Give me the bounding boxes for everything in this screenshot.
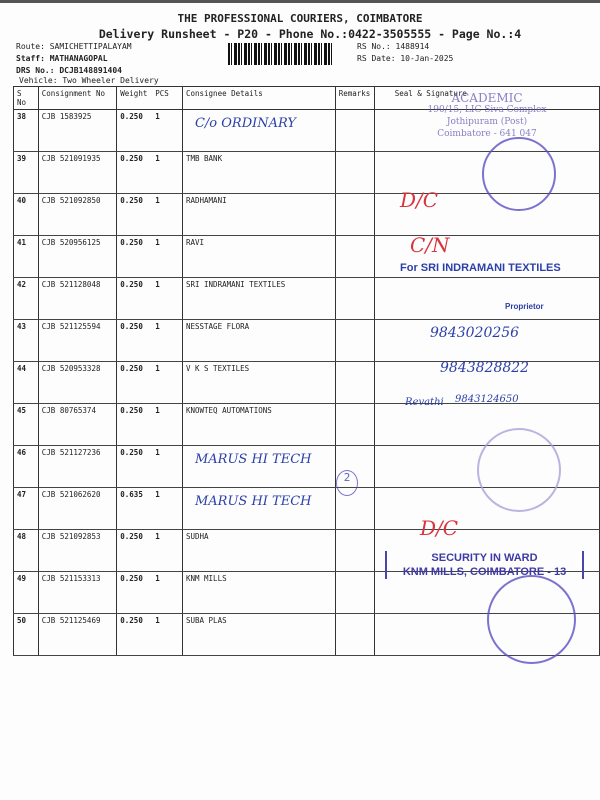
remarks-cell: [335, 404, 374, 446]
sig-43-phone: 9843020256: [430, 325, 520, 341]
remarks-cell: [335, 236, 374, 278]
remarks-cell: [335, 362, 374, 404]
consignment-number: CJB 80765374: [38, 404, 116, 446]
row-sno: 45: [14, 404, 39, 446]
weight: 0.250: [117, 320, 152, 362]
consignment-number: CJB 521125594: [38, 320, 116, 362]
consignee-details: KNOWTEQ AUTOMATIONS: [182, 404, 335, 446]
row-sno: 40: [14, 194, 39, 236]
col-consignee: Consignee Details: [182, 87, 335, 110]
route: Route: SAMICHETTIPALAYAM: [16, 42, 132, 51]
remarks-cell: [335, 152, 374, 194]
proprietor-label: Proprietor: [505, 302, 544, 311]
col-pcs: PCS: [152, 87, 182, 110]
rs-date: RS Date: 10-Jan-2025: [357, 54, 454, 63]
remarks-cell: [335, 110, 374, 152]
weight: 0.635: [117, 488, 152, 530]
sig-45-phone: 9843124650: [455, 394, 519, 405]
row-sno: 38: [14, 110, 39, 152]
pieces: 1: [152, 530, 182, 572]
row-sno: 41: [14, 236, 39, 278]
row-sno: 44: [14, 362, 39, 404]
row-sno: 48: [14, 530, 39, 572]
remarks-cell: [335, 614, 374, 656]
remarks-cell: [335, 320, 374, 362]
vehicle: Vehicle: Two Wheeler Delivery: [19, 76, 159, 85]
stamp-line: ACADEMIC: [451, 91, 523, 105]
remarks-cell: [335, 278, 374, 320]
row-sno: 49: [14, 572, 39, 614]
sig-40-dc: D/C: [400, 188, 439, 212]
consignee-details: SUBA PLAS: [182, 614, 335, 656]
pieces: 1: [152, 404, 182, 446]
consignee-details: SUDHA: [182, 530, 335, 572]
consignee-details: V K S TEXTILES: [182, 362, 335, 404]
consignment-number: CJB 1583925: [38, 110, 116, 152]
pieces: 1: [152, 446, 182, 488]
sig-48-dc: D/C: [420, 516, 459, 540]
drs-number: DRS No.: DCJB148891404: [16, 66, 122, 75]
sig-45-name: Revathi: [405, 397, 444, 408]
sig-47-mark: 2: [336, 470, 358, 496]
weight: 0.250: [117, 446, 152, 488]
company-seal: [477, 428, 561, 512]
pieces: 1: [152, 572, 182, 614]
weight: 0.250: [117, 110, 152, 152]
pieces: 1: [152, 110, 182, 152]
pieces: 1: [152, 152, 182, 194]
col-signature: Seal & Signature: [374, 87, 599, 110]
row-sno: 43: [14, 320, 39, 362]
consignee-details: [182, 110, 335, 152]
staff: Staff: MATHANAGOPAL: [16, 54, 108, 63]
pieces: 1: [152, 362, 182, 404]
consignment-number: CJB 521062620: [38, 488, 116, 530]
rs-number: RS No.: 1488914: [357, 42, 430, 51]
handwritten-consignee: C/o ORDINARY: [194, 116, 296, 131]
pieces: 1: [152, 614, 182, 656]
remarks-cell: [335, 530, 374, 572]
row-sno: 46: [14, 446, 39, 488]
table-row: [14, 278, 600, 320]
consignment-number: CJB 521127236: [38, 446, 116, 488]
weight: 0.250: [117, 572, 152, 614]
weight: 0.250: [117, 530, 152, 572]
signature-cell: [374, 404, 599, 446]
consignee-details: [182, 446, 335, 488]
stamp-line: Coimbatore - 641 047: [437, 129, 537, 139]
row-sno: 42: [14, 278, 39, 320]
company-title: THE PROFESSIONAL COURIERS, COIMBATORE: [177, 12, 423, 25]
col-consignment: Consignment No: [38, 87, 116, 110]
stamp-line: KNM MILLS, COIMBATORE - 13: [402, 566, 567, 578]
stamp-line: Jothipuram (Post): [446, 117, 528, 127]
consignee-details: RAVI: [182, 236, 335, 278]
weight: 0.250: [117, 152, 152, 194]
remarks-cell: [335, 572, 374, 614]
academic-stamp: [392, 92, 582, 140]
sig-44-phone: 9843828822: [440, 360, 530, 376]
consignee-details: [182, 488, 335, 530]
sri-indramani-stamp: For SRI INDRAMANI TEXTILES: [400, 262, 561, 274]
stamp-line: 190/15, LIC Siva Complex: [427, 105, 547, 115]
consignee-details: SRI INDRAMANI TEXTILES: [182, 278, 335, 320]
consignment-number: CJB 521092850: [38, 194, 116, 236]
weight: 0.250: [117, 404, 152, 446]
pieces: 1: [152, 278, 182, 320]
weight: 0.250: [117, 278, 152, 320]
consignee-details: RADHAMANI: [182, 194, 335, 236]
consignee-details: NESSTAGE FLORA: [182, 320, 335, 362]
pieces: 1: [152, 194, 182, 236]
weight: 0.250: [117, 614, 152, 656]
signature-cell: [374, 278, 599, 320]
consignment-number: CJB 521125469: [38, 614, 116, 656]
knm-mills-stamp: [385, 551, 584, 579]
pieces: 1: [152, 236, 182, 278]
handwritten-consignee: MARUS HI TECH: [194, 452, 312, 467]
consignment-number: CJB 520956125: [38, 236, 116, 278]
sig-41-cn: C/N: [410, 233, 450, 257]
row-sno: 50: [14, 614, 39, 656]
consignment-number: CJB 521091935: [38, 152, 116, 194]
consignment-number: CJB 520953328: [38, 362, 116, 404]
pieces: 1: [152, 320, 182, 362]
weight: 0.250: [117, 362, 152, 404]
col-remarks: Remarks: [335, 87, 374, 110]
col-weight: Weight: [117, 87, 152, 110]
consignee-details: TMB BANK: [182, 152, 335, 194]
scan-edge: [0, 0, 600, 3]
col-sno: S No: [14, 87, 39, 110]
row-sno: 47: [14, 488, 39, 530]
remarks-cell: [335, 194, 374, 236]
row-sno: 39: [14, 152, 39, 194]
suba-plastics-seal: [487, 575, 576, 664]
runsheet-subtitle: Delivery Runsheet - P20 - Phone No.:0422-3505555 - Page No.:4: [98, 27, 522, 41]
weight: 0.250: [117, 236, 152, 278]
consignment-number: CJB 521092853: [38, 530, 116, 572]
consignee-details: KNM MILLS: [182, 572, 335, 614]
consignment-number: CJB 521153313: [38, 572, 116, 614]
weight: 0.250: [117, 194, 152, 236]
bank-seal: [482, 137, 556, 211]
barcode: [228, 43, 333, 65]
stamp-line: SECURITY IN WARD: [431, 552, 538, 564]
handwritten-consignee: MARUS HI TECH: [194, 494, 312, 509]
consignment-number: CJB 521128048: [38, 278, 116, 320]
pieces: 1: [152, 488, 182, 530]
